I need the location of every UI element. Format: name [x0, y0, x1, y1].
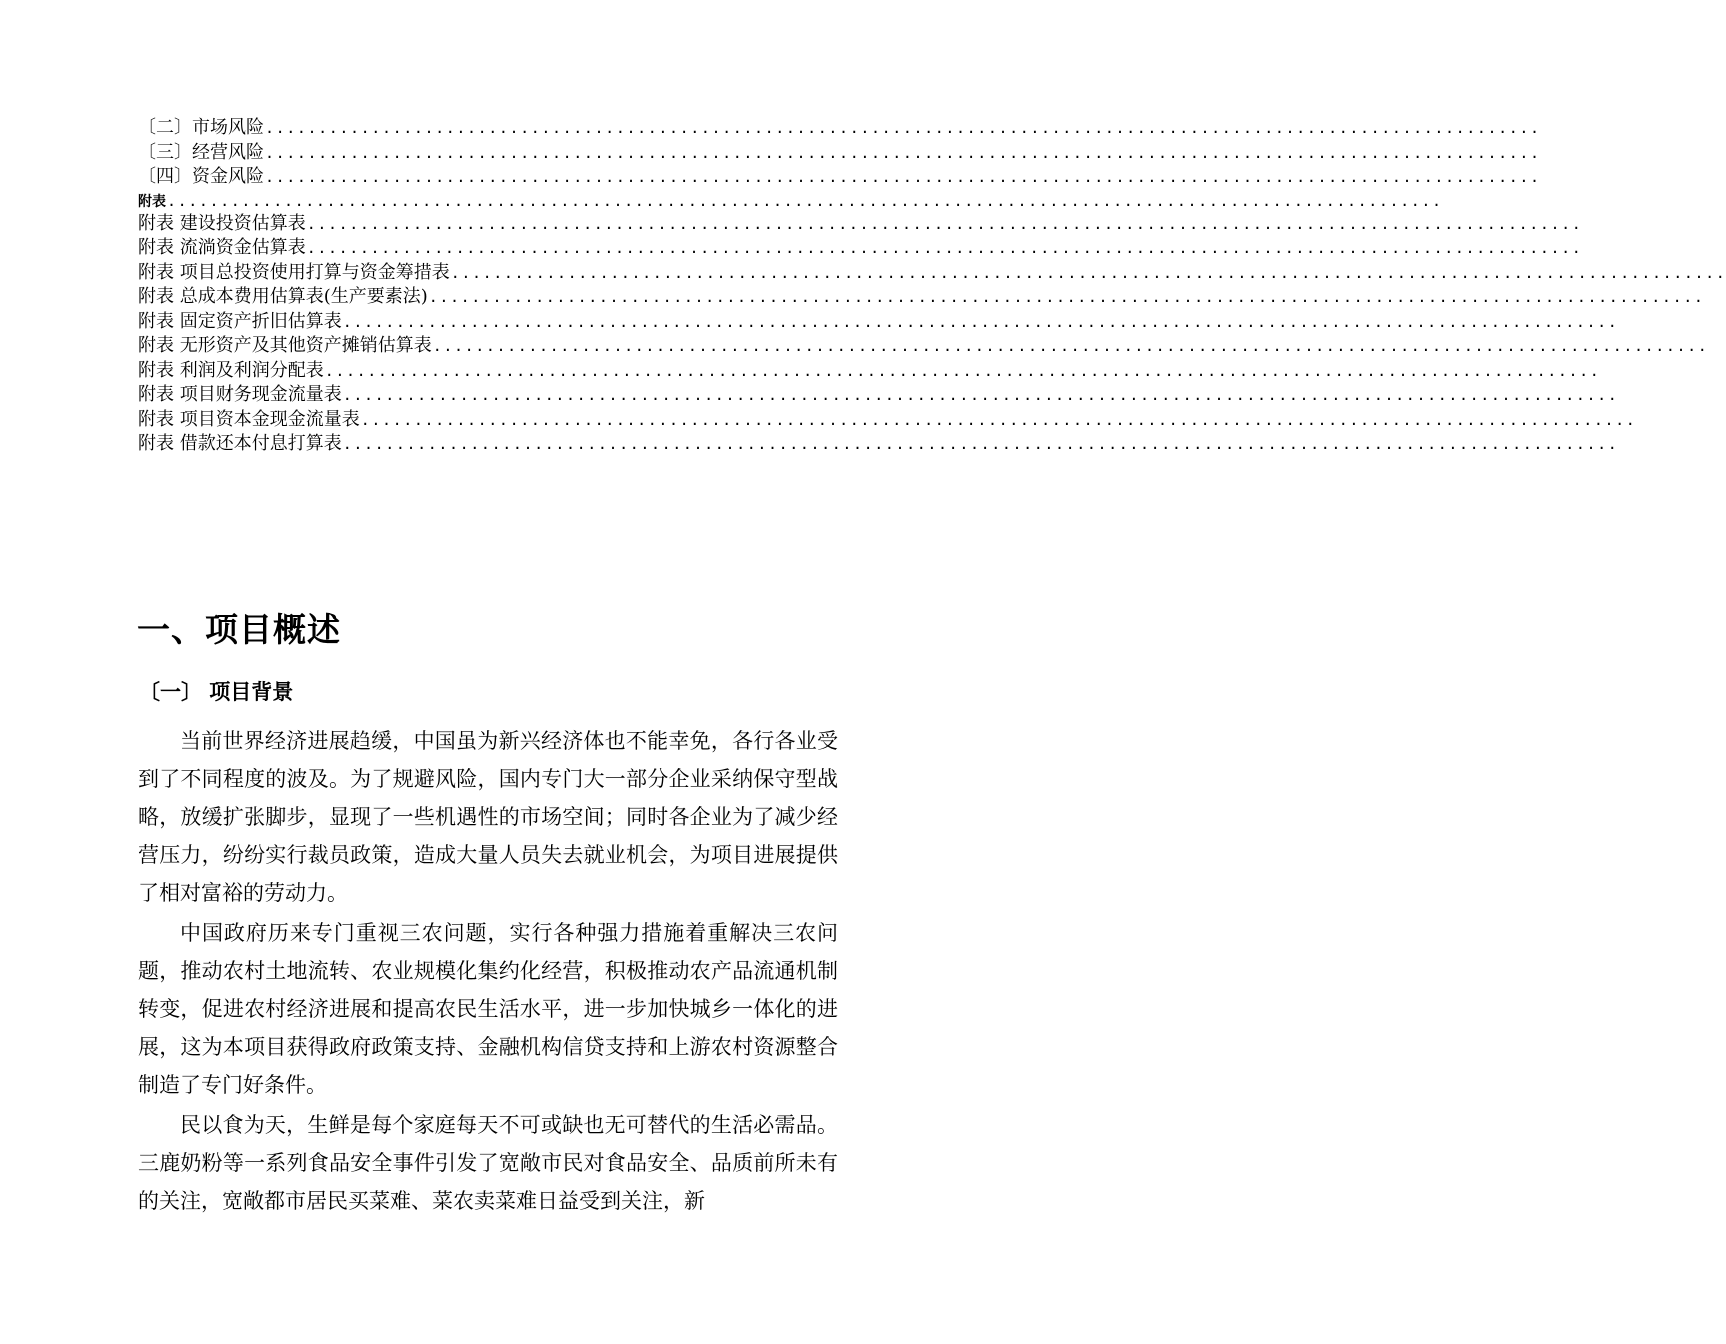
paragraph: 民以食为天，生鲜是每个家庭每天不可或缺也无可替代的生活必需品。三鹿奶粉等一系列食品安全事件引发了宽敞市民对食品安全、品质前所未有的关注，宽敞都市居民买菜难、菜农卖菜难日益受到关注，新 [138, 1113, 838, 1213]
toc-entry[interactable] [138, 408, 1637, 433]
toc-leader-dots: ........................................................................................................................ [342, 312, 1619, 331]
toc-entry-label: 附表 项目财务现金流量表 [138, 384, 342, 405]
toc-entry[interactable] [138, 116, 1541, 141]
toc-entry[interactable] [138, 359, 1601, 384]
toc-entry-label: 附表 固定资产折旧估算表 [138, 310, 342, 332]
toc-entry[interactable] [138, 141, 1541, 166]
toc-entry-label: 附表 借款还本付息打算表 [138, 433, 342, 454]
section-heading: 一、项目概述 [137, 610, 341, 649]
toc-leader-dots: ........................................................................................................................ [265, 119, 1541, 137]
toc-leader-dots: ........................................................................................................................ [342, 435, 1619, 453]
toc-entry-label: 附表 流淌资金估算表 [138, 237, 306, 258]
subsection-heading: 〔一〕 项目背景 [139, 680, 294, 704]
toc-entry[interactable] [138, 285, 1705, 310]
toc-leader-dots: ........................................................................................................................ [450, 263, 1726, 282]
toc-entry-label: 附表 总成本费用估算表(生产要素法) [138, 286, 428, 307]
toc-leader-dots: ........................................................................................................................ [265, 143, 1541, 162]
body-text [138, 722, 838, 1222]
toc-leader-dots: ........................................................................................................................ [324, 361, 1601, 380]
toc-entry-label: 附表 利润及利润分配表 [138, 359, 324, 381]
paragraph: 中国政府历来专门重视三农问题，实行各种强力措施着重解决三农问题，推动农村土地流转、农业规模化集约化经营，积极推动农产品流通机制转变，促进农村经济进展和提高农民生活水平，进一步加快城乡一体化的进展，这为本项目获得政府政策支持、金融机构信贷支持和上游农村资源整合制造了专门好条件。 [138, 921, 838, 1097]
toc-leader-dots: ........................................................................................................................ [306, 214, 1583, 233]
toc-entry-label: 附表 无形资产及其他资产摊销估算表 [138, 335, 432, 356]
toc-entry[interactable] [138, 383, 1619, 408]
toc-entry[interactable] [138, 334, 1709, 359]
toc-entry-label: 附表 [138, 193, 166, 210]
toc-entry-label: 〔三〕经营风险 [138, 141, 264, 163]
toc-entry-label: 附表 项目资本金现金流量表 [138, 408, 360, 430]
toc-leader-dots: ........................................................................................................................ [167, 191, 1443, 210]
toc-entry[interactable] [138, 261, 1726, 286]
toc-entry-label: 〔二〕市场风险 [138, 117, 264, 138]
toc-leader-dots: ........................................................................................................................ [342, 386, 1619, 404]
toc-leader-dots: ........................................................................................................................ [265, 168, 1541, 186]
table-of-contents [138, 116, 1726, 457]
toc-entry[interactable] [138, 432, 1619, 457]
toc-leader-dots: ........................................................................................................................ [428, 288, 1705, 306]
toc-entry[interactable] [138, 310, 1619, 335]
toc-entry-label: 〔四〕资金风险 [138, 166, 264, 187]
paragraph: 当前世界经济进展趋缓，中国虽为新兴经济体也不能幸免，各行各业受到了不同程度的波及。为了规避风险，国内专门大一部分企业采纳保守型战略，放缓扩张脚步，显现了一些机遇性的市场空间；同时各企业为了减少经营压力，纷纷实行裁员政策，造成大量人员失去就业机会，为项目进展提供了相对富裕的劳动力。 [138, 729, 838, 905]
toc-entry[interactable] [138, 165, 1541, 190]
toc-leader-dots: ........................................................................................................................ [306, 239, 1583, 257]
toc-entry-label: 附表 建设投资估算表 [138, 212, 306, 234]
toc-entry[interactable] [138, 212, 1583, 237]
toc-leader-dots: ........................................................................................................................ [360, 410, 1637, 429]
toc-leader-dots: ........................................................................................................................ [432, 337, 1709, 355]
toc-entry[interactable] [138, 236, 1583, 261]
toc-entry[interactable] [138, 190, 1443, 212]
toc-entry-label: 附表 项目总投资使用打算与资金筹措表 [138, 261, 450, 283]
